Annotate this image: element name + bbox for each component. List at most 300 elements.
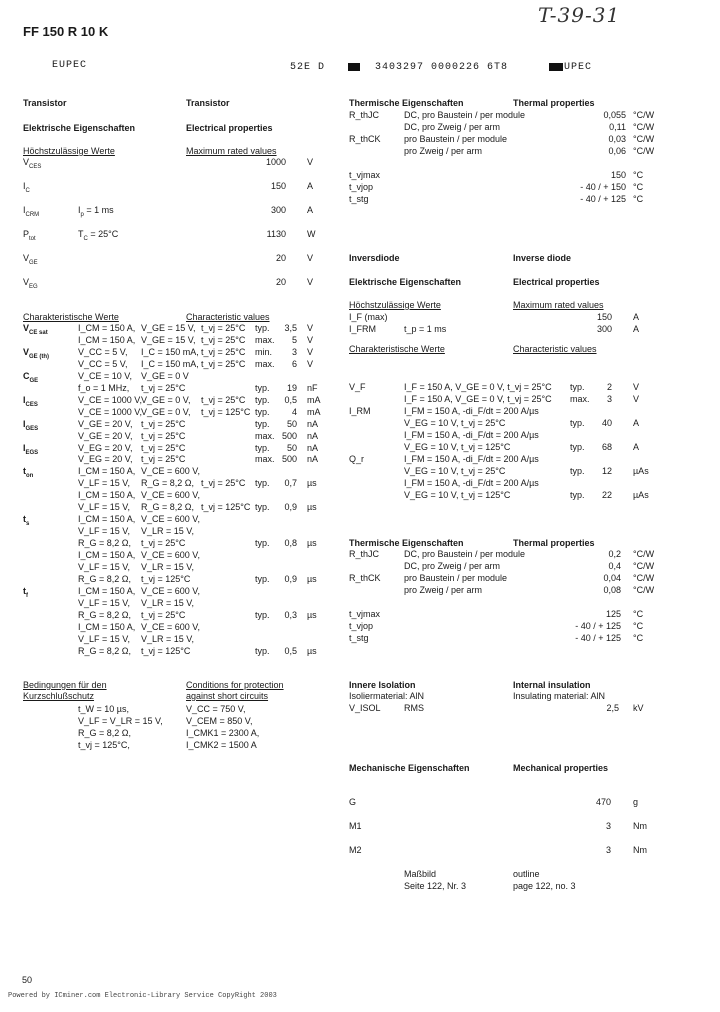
page-number: 50: [22, 975, 33, 985]
unit: nA: [307, 418, 319, 429]
condition: I_CM = 150 A,: [78, 334, 136, 345]
condition: V_LF = 15 V,: [78, 502, 130, 513]
outline-label: Maßbild: [404, 869, 437, 879]
condition-value: = 1 ms: [83, 205, 114, 215]
symbol-base: V: [23, 277, 30, 287]
condition: V_LR = 15 V,: [141, 597, 194, 608]
subsection-heading-de: Charakteristische Werte: [23, 312, 119, 322]
catalog-code: 52E D: [290, 62, 326, 73]
condition: V_GE = 15 V,: [141, 334, 196, 345]
condition: I_CM = 150 A,: [78, 514, 136, 525]
catalog-number: 3403297 0000226 6T8: [375, 62, 509, 73]
qualifier: typ.: [570, 466, 585, 476]
symbol-base: t: [23, 514, 26, 525]
value: 3: [605, 821, 611, 831]
description: DC, pro Zweig / per arm: [404, 122, 501, 132]
unit: µs: [307, 502, 317, 513]
qualifier: max.: [255, 454, 275, 465]
section-heading-de: Thermische Eigenschaften: [349, 538, 464, 548]
char-value: 50: [286, 442, 297, 453]
rated-value: 20: [275, 253, 286, 263]
symbol-base: t: [23, 466, 26, 477]
condition: t_vj = 25°C: [141, 418, 186, 429]
unit: µAs: [633, 466, 649, 476]
description: V_EG = 10 V, t_vj = 25°C: [404, 466, 506, 476]
qualifier: max.: [255, 334, 275, 345]
description: pro Zweig / per arm: [404, 146, 483, 156]
condition-value: = 25°C: [87, 229, 119, 239]
char-value: 5: [291, 334, 297, 345]
symbol: R_thJC: [349, 549, 380, 559]
condition: t_vj = 25°C: [141, 382, 186, 393]
section-heading-en: Electrical properties: [186, 123, 273, 133]
unit: V: [307, 323, 314, 333]
symbol: [23, 205, 39, 221]
symbol: t_vjmax: [349, 170, 381, 180]
unit: A: [633, 418, 640, 428]
condition-subscript: p: [80, 211, 84, 218]
value: 0,08: [603, 585, 621, 595]
condition: t_vj = 25°C: [141, 442, 186, 453]
qualifier: typ.: [570, 418, 585, 428]
condition: V_CE = 1000 V,: [78, 394, 142, 405]
footer-credit: Powered by ICminer.com Electronic-Library Service CopyRight 2003: [8, 992, 277, 1000]
insulation-material: Isoliermaterial: AlN: [349, 691, 425, 701]
condition: V_EG = 20 V,: [78, 454, 133, 465]
section-heading-de: Mechanische Eigenschaften: [349, 763, 470, 773]
condition: V_CE = 600 V,: [141, 466, 200, 477]
description: RMS: [404, 703, 424, 713]
unit: nF: [307, 382, 318, 393]
protection-condition: I_CMK2 = 1500 A: [186, 740, 257, 750]
value: 150: [596, 312, 612, 322]
condition: I_C = 150 mA,: [141, 358, 199, 369]
section-heading-de: Elektrische Eigenschaften: [349, 277, 462, 287]
conditions-heading-de: Kurzschlußschutz: [23, 691, 95, 701]
unit: Nm: [633, 821, 647, 831]
symbol: [23, 229, 36, 245]
symbol: G: [349, 797, 357, 807]
subsection-heading-en: Characteristic values: [513, 344, 597, 354]
char-value: 0,5: [284, 394, 297, 405]
symbol-subscript: GES: [25, 425, 39, 432]
symbol: [23, 395, 38, 411]
condition: t_vj = 25°C: [141, 454, 186, 465]
unit: W: [307, 229, 316, 239]
unit: V: [307, 358, 314, 369]
char-value: 4: [291, 406, 297, 417]
unit: °C/W: [633, 146, 655, 156]
value: 0,2: [608, 549, 621, 559]
condition: V_CE = 600 V,: [141, 585, 200, 596]
value: 0,4: [608, 561, 621, 571]
symbol: M2: [349, 845, 362, 855]
symbol-subscript: GE (th): [29, 353, 50, 360]
value: 470: [595, 797, 611, 807]
unit: V: [307, 277, 314, 287]
outline-label: outline: [513, 869, 540, 879]
protection-condition: I_CMK1 = 2300 A,: [186, 728, 260, 738]
section-heading-en: Thermal properties: [513, 98, 595, 108]
symbol: [23, 323, 48, 339]
description: I_FM = 150 A, -di_F/dt = 200 A/µs: [404, 406, 539, 416]
subsection-heading-en: Maximum rated values: [513, 300, 604, 310]
section-heading-en: Transistor: [186, 98, 230, 108]
unit: °C/W: [633, 134, 655, 144]
value: 3: [606, 394, 612, 404]
section-heading-de: Elektrische Eigenschaften: [23, 123, 136, 133]
qualifier: min.: [255, 346, 273, 357]
condition: R_G = 8,2 Ω,: [78, 645, 132, 656]
rated-value: 1130: [266, 229, 286, 239]
value: 300: [596, 324, 612, 334]
symbol: I_F (max): [349, 312, 388, 322]
condition: t_vj = 25°C: [201, 323, 246, 333]
qualifier: typ.: [255, 382, 270, 393]
symbol-base: I: [23, 181, 26, 191]
symbol-subscript: GE: [29, 377, 39, 384]
condition: V_LR = 15 V,: [141, 562, 194, 572]
condition: I_CM = 150 A,: [78, 550, 136, 561]
unit: °C: [633, 194, 644, 204]
condition: t_vj = 25°C: [201, 334, 246, 345]
condition: V_GE = 0 V,: [141, 394, 191, 405]
symbol: M1: [349, 821, 362, 831]
symbol: I_RM: [349, 406, 371, 416]
symbol-subscript: C: [25, 187, 30, 194]
condition-subscript: C: [83, 235, 88, 242]
char-value: 500: [281, 430, 297, 441]
section-heading-de: Inversdiode: [349, 253, 400, 263]
condition: V_LF = 15 V,: [78, 562, 130, 572]
condition: [78, 229, 118, 245]
condition: I_CM = 150 A,: [78, 490, 136, 501]
unit: µAs: [633, 490, 649, 500]
value: - 40 / + 150: [580, 182, 626, 192]
unit: µs: [307, 573, 317, 584]
condition: V_GE = 20 V,: [78, 418, 133, 429]
condition: V_CE = 600 V,: [141, 514, 200, 525]
symbol: [23, 181, 30, 197]
symbol: [23, 157, 41, 173]
qualifier: typ.: [255, 394, 270, 405]
unit: g: [633, 797, 639, 807]
value: 68: [601, 442, 612, 452]
symbol-base: P: [23, 229, 30, 239]
outline-reference: Seite 122, Nr. 3: [404, 881, 467, 891]
symbol-subscript: CE sat: [29, 329, 48, 336]
description: V_EG = 10 V, t_vj = 25°C: [404, 418, 506, 428]
description: DC, pro Zweig / per arm: [404, 561, 501, 571]
value: 0,11: [609, 122, 626, 132]
qualifier: max.: [255, 358, 275, 369]
barcode-block-icon: [348, 63, 360, 71]
value: 22: [601, 490, 612, 500]
unit: °C: [633, 182, 644, 192]
symbol: t_stg: [349, 633, 369, 643]
catalog-brand: UPEC: [564, 62, 593, 73]
condition: V_LF = 15 V,: [78, 633, 130, 644]
qualifier: max.: [255, 430, 275, 441]
unit: V: [307, 157, 314, 167]
char-value: 0,7: [284, 478, 297, 489]
unit: µs: [307, 609, 317, 620]
condition: I_CM = 150 A,: [78, 323, 136, 333]
symbol-base: C: [23, 370, 30, 381]
symbol-subscript: EGS: [25, 449, 39, 456]
symbol-base: I: [23, 205, 26, 215]
condition: t_vj = 25°C: [141, 609, 186, 620]
symbol: [23, 586, 28, 602]
condition: V_LF = 15 V,: [78, 526, 130, 537]
protection-condition: t_W = 10 µs,: [78, 704, 129, 714]
unit: µs: [307, 478, 317, 489]
unit: kV: [633, 703, 644, 713]
protection-condition: V_CEM = 850 V,: [186, 716, 253, 726]
rated-value: 300: [270, 205, 286, 215]
value: - 40 / + 125: [575, 633, 621, 643]
unit: °C/W: [633, 561, 655, 571]
value: 2,5: [606, 703, 619, 713]
unit: V: [307, 346, 314, 357]
char-value: 0,9: [284, 502, 297, 513]
symbol: R_thCK: [349, 134, 381, 144]
condition: R_G = 8,2 Ω,: [78, 573, 132, 584]
symbol-subscript: tot: [29, 235, 36, 242]
unit: V: [307, 334, 314, 345]
symbol-subscript: GE: [29, 259, 38, 266]
subsection-heading-de: Charakteristische Werte: [349, 344, 445, 354]
char-value: 50: [286, 418, 297, 429]
unit: °C: [633, 170, 644, 180]
symbol-subscript: EG: [29, 283, 38, 290]
value: 3: [605, 845, 611, 855]
condition: V_GE = 15 V,: [141, 323, 196, 333]
condition: V_LF = 15 V,: [78, 478, 130, 489]
handwritten-reference: T-39-31: [538, 3, 621, 27]
condition: V_CC = 5 V,: [78, 346, 128, 357]
condition: R_G = 8,2 Ω,: [78, 538, 132, 549]
unit: V: [307, 253, 314, 263]
symbol: I_FRM: [349, 324, 376, 334]
qualifier: typ.: [570, 490, 585, 500]
value: 150: [610, 170, 626, 180]
unit: A: [633, 324, 640, 334]
unit: mA: [307, 394, 321, 405]
description: t_p = 1 ms: [404, 324, 447, 334]
char-value: 6: [291, 358, 297, 369]
qualifier: typ.: [255, 323, 270, 333]
condition: V_GE = 0 V,: [141, 406, 191, 417]
qualifier: typ.: [255, 442, 270, 453]
condition: t_vj = 125°C: [141, 645, 191, 656]
symbol: [23, 371, 38, 387]
symbol: [23, 514, 29, 530]
subsection-heading-de: Höchstzulässige Werte: [349, 300, 441, 310]
condition: I_CM = 150 A,: [78, 585, 136, 596]
value: - 40 / + 125: [575, 621, 621, 631]
symbol: [23, 466, 33, 482]
condition: V_CE = 600 V,: [141, 550, 200, 561]
description: V_EG = 10 V, t_vj = 125°C: [404, 490, 511, 500]
unit: °C: [633, 621, 644, 631]
condition: t_vj = 25°C: [201, 394, 246, 405]
symbol-base: V: [23, 253, 30, 263]
condition: V_LR = 15 V,: [141, 633, 194, 644]
rated-value: 1000: [265, 157, 286, 167]
unit: A: [307, 205, 314, 215]
value: 40: [601, 418, 612, 428]
condition: I_CM = 150 A,: [78, 466, 136, 477]
char-value: 500: [281, 454, 297, 465]
symbol-base: I: [23, 442, 26, 453]
condition: t_vj = 25°C: [141, 430, 186, 441]
qualifier: typ.: [255, 478, 270, 489]
condition: t_vj = 25°C: [201, 358, 246, 369]
unit: V: [633, 394, 640, 404]
barcode-block-icon: [549, 63, 563, 71]
unit: °C/W: [633, 122, 655, 132]
condition: I_CM = 150 A,: [78, 621, 136, 632]
conditions-heading-en: against short circuits: [186, 691, 269, 701]
section-heading-de: Innere Isolation: [349, 680, 416, 690]
condition: V_LF = 15 V,: [78, 597, 130, 608]
symbol: t_vjmax: [349, 609, 381, 619]
insulation-material: Insulating material: AlN: [513, 691, 606, 701]
rated-value: 20: [275, 277, 286, 287]
description: I_F = 150 A, V_GE = 0 V, t_vj = 25°C: [404, 394, 552, 404]
protection-condition: V_CC = 750 V,: [186, 704, 246, 714]
qualifier: typ.: [255, 645, 270, 656]
condition: R_G = 8,2 Ω,: [78, 609, 132, 620]
qualifier: typ.: [255, 418, 270, 429]
outline-reference: page 122, no. 3: [513, 881, 576, 891]
condition: f_o = 1 MHz,: [78, 382, 130, 393]
condition: t_vj = 125°C: [201, 406, 251, 417]
condition: V_CC = 5 V,: [78, 358, 128, 369]
symbol-subscript: CES: [29, 163, 42, 170]
condition: t_vj = 25°C: [201, 478, 246, 489]
symbol-base: t: [23, 585, 26, 596]
section-heading-en: Mechanical properties: [513, 763, 609, 773]
section-heading-en: Internal insulation: [513, 680, 591, 690]
char-value: 3: [291, 346, 297, 357]
symbol: V_F: [349, 382, 366, 392]
conditions-heading-en: Conditions for protection: [186, 680, 284, 690]
condition: t_vj = 125°C: [141, 573, 191, 584]
description: V_EG = 10 V, t_vj = 125°C: [404, 442, 511, 452]
qualifier: typ.: [255, 406, 270, 417]
symbol-subscript: CRM: [25, 211, 40, 218]
symbol: [23, 419, 38, 435]
symbol-subscript: on: [26, 473, 34, 480]
protection-condition: t_vj = 125°C,: [78, 740, 130, 750]
subsection-heading-de: Höchstzulässige Werte: [23, 146, 115, 156]
symbol-subscript: f: [26, 592, 28, 599]
condition-symbol: T: [78, 229, 84, 239]
char-value: 0,5: [284, 645, 297, 656]
value: 2: [606, 382, 612, 392]
condition: V_CE = 10 V,: [78, 370, 132, 381]
value: 12: [601, 466, 612, 476]
symbol: Q_r: [349, 454, 365, 464]
char-value: 19: [286, 382, 297, 393]
description: I_FM = 150 A, -di_F/dt = 200 A/µs: [404, 478, 539, 488]
section-heading-de: Transistor: [23, 98, 67, 108]
protection-condition: R_G = 8,2 Ω,: [78, 728, 132, 738]
symbol-subscript: s: [26, 520, 30, 527]
protection-condition: V_LF = V_LR = 15 V,: [78, 716, 163, 726]
section-heading-en: Electrical properties: [513, 277, 600, 287]
unit: nA: [307, 442, 319, 453]
value: 0,055: [603, 110, 626, 120]
symbol: [23, 347, 49, 363]
qualifier: typ.: [255, 538, 270, 549]
char-value: 0,8: [284, 538, 297, 549]
condition: V_LR = 15 V,: [141, 526, 194, 537]
condition: V_CE = 1000 V,: [78, 406, 142, 417]
conditions-heading-de: Bedingungen für den: [23, 680, 107, 690]
value: 0,03: [608, 134, 626, 144]
condition: t_vj = 25°C: [201, 346, 246, 357]
section-heading-en: Inverse diode: [513, 253, 572, 263]
unit: A: [307, 181, 314, 191]
condition: V_GE = 0 V: [141, 370, 189, 381]
unit: nA: [307, 430, 319, 441]
condition: t_vj = 25°C: [141, 538, 186, 549]
value: 0,06: [608, 146, 626, 156]
symbol: t_vjop: [349, 621, 374, 631]
symbol: [23, 253, 38, 269]
description: DC, pro Baustein / per module: [404, 549, 526, 559]
page-title: FF 150 R 10 K: [23, 24, 109, 39]
symbol-base: V: [23, 323, 30, 333]
subsection-heading-en: Characteristic values: [186, 312, 270, 322]
symbol: R_thCK: [349, 573, 381, 583]
description: DC, pro Baustein / per module: [404, 110, 526, 120]
value: - 40 / + 125: [580, 194, 626, 204]
unit: °C: [633, 609, 644, 619]
symbol: R_thJC: [349, 110, 380, 120]
symbol-base: V: [23, 157, 30, 167]
unit: µs: [307, 538, 317, 549]
condition: R_G = 8,2 Ω,: [141, 478, 195, 489]
char-value: 0,3: [284, 609, 297, 620]
description: pro Zweig / per arm: [404, 585, 483, 595]
section-heading-en: Thermal properties: [513, 538, 595, 548]
condition: t_vj = 125°C: [201, 502, 251, 513]
char-value: 3,5: [284, 323, 297, 333]
symbol: t_stg: [349, 194, 369, 204]
description: pro Baustein / per module: [404, 134, 508, 144]
description: I_FM = 150 A, -di_F/dt = 200 A/µs: [404, 430, 539, 440]
brand-label: EUPEC: [52, 60, 88, 71]
char-value: 0,9: [284, 573, 297, 584]
symbol-subscript: CES: [25, 401, 38, 408]
symbol: t_vjop: [349, 182, 374, 192]
symbol-base: V: [23, 346, 30, 357]
unit: mA: [307, 406, 321, 417]
condition: V_GE = 20 V,: [78, 430, 133, 441]
condition: V_CE = 600 V,: [141, 490, 200, 501]
description: I_FM = 150 A, -di_F/dt = 200 A/µs: [404, 454, 539, 464]
unit: A: [633, 312, 640, 322]
symbol: [23, 443, 38, 459]
condition: I_C = 150 mA,: [141, 346, 199, 357]
section-heading-de: Thermische Eigenschaften: [349, 98, 464, 108]
unit: °C/W: [633, 110, 655, 120]
qualifier: typ.: [570, 442, 585, 452]
